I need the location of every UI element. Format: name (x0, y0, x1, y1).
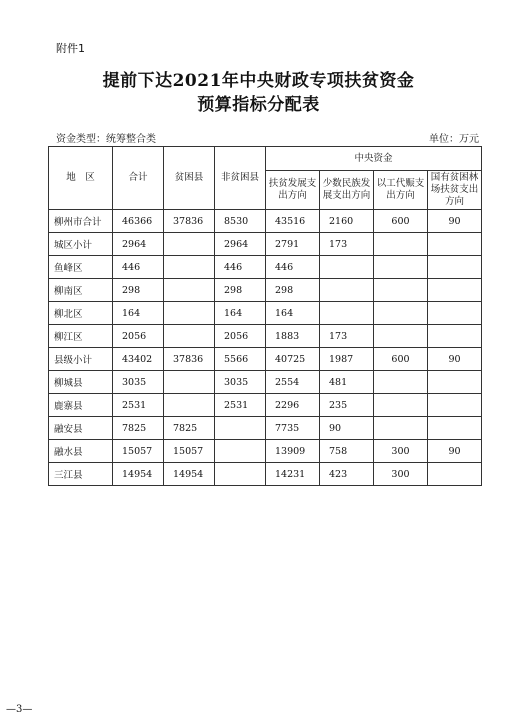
cell-forest: 90 (428, 210, 482, 233)
cell-nonpoor (215, 463, 266, 486)
cell-dev: 40725 (266, 348, 320, 371)
cell-ethnic (320, 302, 374, 325)
cell-ethnic (320, 256, 374, 279)
cell-ethnic: 1987 (320, 348, 374, 371)
cell-nonpoor: 446 (215, 256, 266, 279)
budget-table (48, 146, 482, 486)
cell-nonpoor: 2531 (215, 394, 266, 417)
cell-forest (428, 256, 482, 279)
table-row (49, 325, 482, 348)
cell-nonpoor (215, 440, 266, 463)
cell-region: 柳城县 (49, 371, 113, 394)
cell-dev: 7735 (266, 417, 320, 440)
table-row (49, 302, 482, 325)
cell-total: 2964 (113, 233, 164, 256)
cell-region: 三江县 (49, 463, 113, 486)
cell-forest (428, 394, 482, 417)
header-dev: 扶贫发展支出方向 (266, 171, 320, 210)
fund-type: 资金类型：统筹整合类 (56, 134, 156, 145)
cell-nonpoor (215, 417, 266, 440)
cell-ethnic: 423 (320, 463, 374, 486)
cell-ethnic: 90 (320, 417, 374, 440)
table-row (49, 256, 482, 279)
cell-forest (428, 279, 482, 302)
cell-region: 城区小计 (49, 233, 113, 256)
cell-forest: 90 (428, 440, 482, 463)
cell-dev: 2791 (266, 233, 320, 256)
cell-work: 600 (374, 210, 428, 233)
cell-region: 柳州市合计 (49, 210, 113, 233)
cell-nonpoor: 2056 (215, 325, 266, 348)
table-row (49, 210, 482, 233)
cell-total: 2531 (113, 394, 164, 417)
cell-dev: 2296 (266, 394, 320, 417)
cell-forest (428, 417, 482, 440)
cell-work (374, 394, 428, 417)
cell-dev: 13909 (266, 440, 320, 463)
cell-work (374, 371, 428, 394)
cell-dev: 164 (266, 302, 320, 325)
cell-poor (164, 325, 215, 348)
header-central: 中央资金 (266, 147, 482, 171)
table-row (49, 371, 482, 394)
cell-ethnic: 758 (320, 440, 374, 463)
cell-forest (428, 325, 482, 348)
cell-work: 600 (374, 348, 428, 371)
cell-forest (428, 233, 482, 256)
header-work: 以工代赈支出方向 (374, 171, 428, 210)
header-region: 地 区 (49, 147, 113, 210)
cell-work (374, 302, 428, 325)
cell-work (374, 279, 428, 302)
cell-poor (164, 302, 215, 325)
cell-poor (164, 394, 215, 417)
cell-ethnic: 235 (320, 394, 374, 417)
table-row (49, 348, 482, 371)
cell-poor (164, 256, 215, 279)
header-forest: 国有贫困林场扶贫支出方向 (428, 171, 482, 210)
cell-work (374, 256, 428, 279)
attachment-label: 附件1 (56, 42, 85, 55)
title-line-1: 提前下达2021年中央财政专项扶贫资金 (102, 71, 415, 91)
table-row (49, 279, 482, 302)
cell-nonpoor: 8530 (215, 210, 266, 233)
cell-total: 7825 (113, 417, 164, 440)
cell-work (374, 325, 428, 348)
cell-nonpoor: 5566 (215, 348, 266, 371)
table-row (49, 394, 482, 417)
cell-dev: 14231 (266, 463, 320, 486)
cell-poor: 15057 (164, 440, 215, 463)
cell-nonpoor: 3035 (215, 371, 266, 394)
cell-nonpoor: 298 (215, 279, 266, 302)
header-poor: 贫困县 (164, 147, 215, 210)
header-ethnic: 少数民族发展支出方向 (320, 171, 374, 210)
cell-work (374, 233, 428, 256)
cell-region: 鱼峰区 (49, 256, 113, 279)
cell-poor: 14954 (164, 463, 215, 486)
cell-total: 446 (113, 256, 164, 279)
cell-nonpoor: 2964 (215, 233, 266, 256)
cell-region: 柳江区 (49, 325, 113, 348)
table-row (49, 440, 482, 463)
cell-poor: 7825 (164, 417, 215, 440)
cell-ethnic: 173 (320, 233, 374, 256)
cell-region: 融水县 (49, 440, 113, 463)
cell-total: 15057 (113, 440, 164, 463)
cell-dev: 43516 (266, 210, 320, 233)
cell-region: 融安县 (49, 417, 113, 440)
table-row (49, 233, 482, 256)
cell-ethnic: 2160 (320, 210, 374, 233)
cell-poor: 37836 (164, 210, 215, 233)
cell-total: 2056 (113, 325, 164, 348)
cell-forest: 90 (428, 348, 482, 371)
cell-dev: 298 (266, 279, 320, 302)
unit-label: 单位：万元 (429, 134, 479, 145)
cell-total: 3035 (113, 371, 164, 394)
cell-work: 300 (374, 440, 428, 463)
cell-total: 43402 (113, 348, 164, 371)
cell-poor (164, 371, 215, 394)
cell-poor (164, 279, 215, 302)
header-total: 合计 (113, 147, 164, 210)
cell-region: 柳北区 (49, 302, 113, 325)
cell-total: 298 (113, 279, 164, 302)
cell-dev: 1883 (266, 325, 320, 348)
title-line-2: 预算指标分配表 (197, 95, 320, 115)
cell-ethnic (320, 279, 374, 302)
cell-dev: 2554 (266, 371, 320, 394)
cell-region: 柳南区 (49, 279, 113, 302)
table-row (49, 463, 482, 486)
table-row (49, 417, 482, 440)
cell-total: 46366 (113, 210, 164, 233)
cell-region: 鹿寨县 (49, 394, 113, 417)
cell-forest (428, 302, 482, 325)
cell-work (374, 417, 428, 440)
cell-ethnic: 481 (320, 371, 374, 394)
cell-dev: 446 (266, 256, 320, 279)
cell-ethnic: 173 (320, 325, 374, 348)
cell-nonpoor: 164 (215, 302, 266, 325)
cell-poor (164, 233, 215, 256)
cell-poor: 37836 (164, 348, 215, 371)
cell-forest (428, 463, 482, 486)
page-number: —3— (6, 704, 33, 715)
cell-total: 14954 (113, 463, 164, 486)
cell-work: 300 (374, 463, 428, 486)
cell-region: 县级小计 (49, 348, 113, 371)
header-nonpoor: 非贫困县 (215, 147, 266, 210)
cell-total: 164 (113, 302, 164, 325)
cell-forest (428, 371, 482, 394)
